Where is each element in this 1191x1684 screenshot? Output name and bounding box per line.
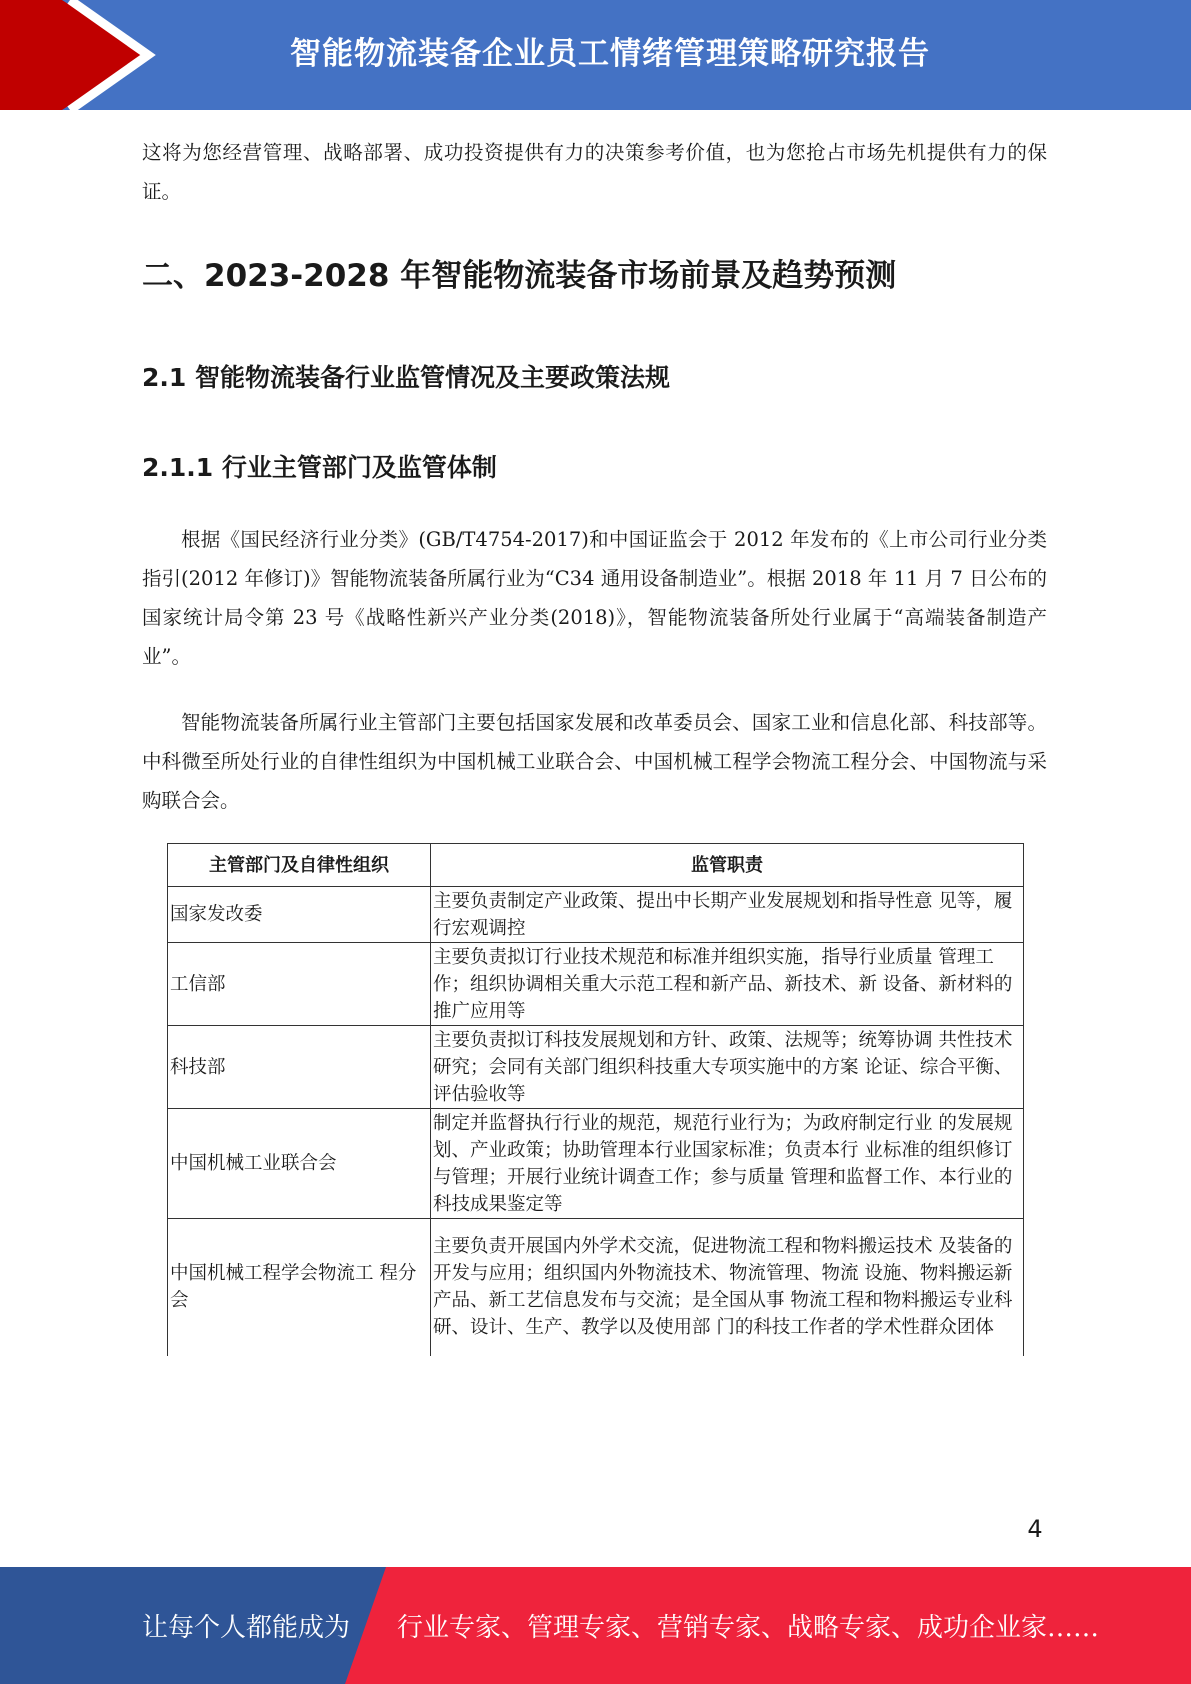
table-cell-duty: 主要负责拟订行业技术规范和标准并组织实施，指导行业质量 管理工作；组织协调相关重大示范工程和新产品、新技术、新 设备、新材料的推广应用等 bbox=[431, 943, 1024, 1026]
table-row bbox=[168, 887, 1024, 943]
table-cell-duty: 制定并监督执行行业的规范，规范行业行为；为政府制定行业 的发展规划、产业政策；协助管理本行业国家标准；负责本行 业标准的组织修订与管理；开展行业统计调查工作；参与质量 管理和监督工作、本行业的科技成果鉴定等 bbox=[431, 1109, 1024, 1219]
footer-slogan-left: 让每个人都能成为 bbox=[142, 1613, 351, 1643]
body-paragraph-2: 智能物流装备所属行业主管部门主要包括国家发展和改革委员会、国家工业和信息化部、科技部等。中科微至所处行业的自律性组织为中国机械工业联合会、中国机械工程学会物流工程分会、中国物流与采购联合会。 bbox=[142, 711, 1047, 812]
subsection-heading: 2.1 智能物流装备行业监管情况及主要政策法规 bbox=[142, 363, 670, 392]
table-header-row bbox=[168, 844, 1024, 887]
page-header bbox=[0, 0, 1191, 110]
page-footer bbox=[0, 1567, 1191, 1684]
section-heading: 二、2023-2028 年智能物流装备市场前景及趋势预测 bbox=[142, 258, 897, 294]
table-cell-org: 中国机械工业联合会 bbox=[168, 1109, 431, 1219]
table-cell-duty: 主要负责拟订科技发展规划和方针、政策、法规等；统筹协调 共性技术研究；会同有关部门组织科技重大专项实施中的方案 论证、综合平衡、评估验收等 bbox=[431, 1026, 1024, 1109]
footer-slogan-right: 行业专家、管理专家、营销专家、战略专家、成功企业家…… bbox=[397, 1613, 1100, 1643]
report-title: 智能物流装备企业员工情绪管理策略研究报告 bbox=[290, 35, 930, 72]
table-row bbox=[168, 943, 1024, 1026]
body-paragraph-1: 根据《国民经济行业分类》(GB/T4754-2017)和中国证监会于 2012 年发布的《上市公司行业分类指引(2012 年修订)》智能物流装备所属行业为“C34 通用设备制造业”。根据 2018 年 11 月 7 日公布的国家统计局令第 23 号《战略性新兴产业分类(2018)》，智能物流装备所处行业属于“高端装备制造产业”。 bbox=[142, 528, 1047, 668]
table-header-duty: 监管职责 bbox=[431, 844, 1024, 887]
page-number: 4 bbox=[1027, 1515, 1043, 1543]
intro-paragraph: 这将为您经营管理、战略部署、成功投资提供有力的决策参考价值，也为您抢占市场先机提供有力的保证。 bbox=[142, 141, 1047, 203]
table-cell-org: 国家发改委 bbox=[168, 887, 431, 943]
table-cell-org: 工信部 bbox=[168, 943, 431, 1026]
table-cell-org: 科技部 bbox=[168, 1026, 431, 1109]
subsubsection-heading: 2.1.1 行业主管部门及监管体制 bbox=[142, 453, 497, 482]
table-row bbox=[168, 1109, 1024, 1219]
table-cell-org: 中国机械工程学会物流工 程分会 bbox=[168, 1219, 431, 1356]
table-header-org: 主管部门及自律性组织 bbox=[168, 844, 431, 887]
table-cell-duty: 主要负责开展国内外学术交流，促进物流工程和物料搬运技术 及装备的开发与应用；组织国内外物流技术、物流管理、物流 设施、物料搬运新产品、新工艺信息发布与交流；是全国从事 物流工程和物料搬运专业科研、设计、生产、教学以及使用部 门的科技工作者的学术性群众团体 bbox=[431, 1219, 1024, 1356]
table-row bbox=[168, 1219, 1024, 1356]
table-row bbox=[168, 1026, 1024, 1109]
table-cell-duty: 主要负责制定产业政策、提出中长期产业发展规划和指导性意 见等，履行宏观调控 bbox=[431, 887, 1024, 943]
regulatory-table bbox=[167, 843, 1024, 1356]
